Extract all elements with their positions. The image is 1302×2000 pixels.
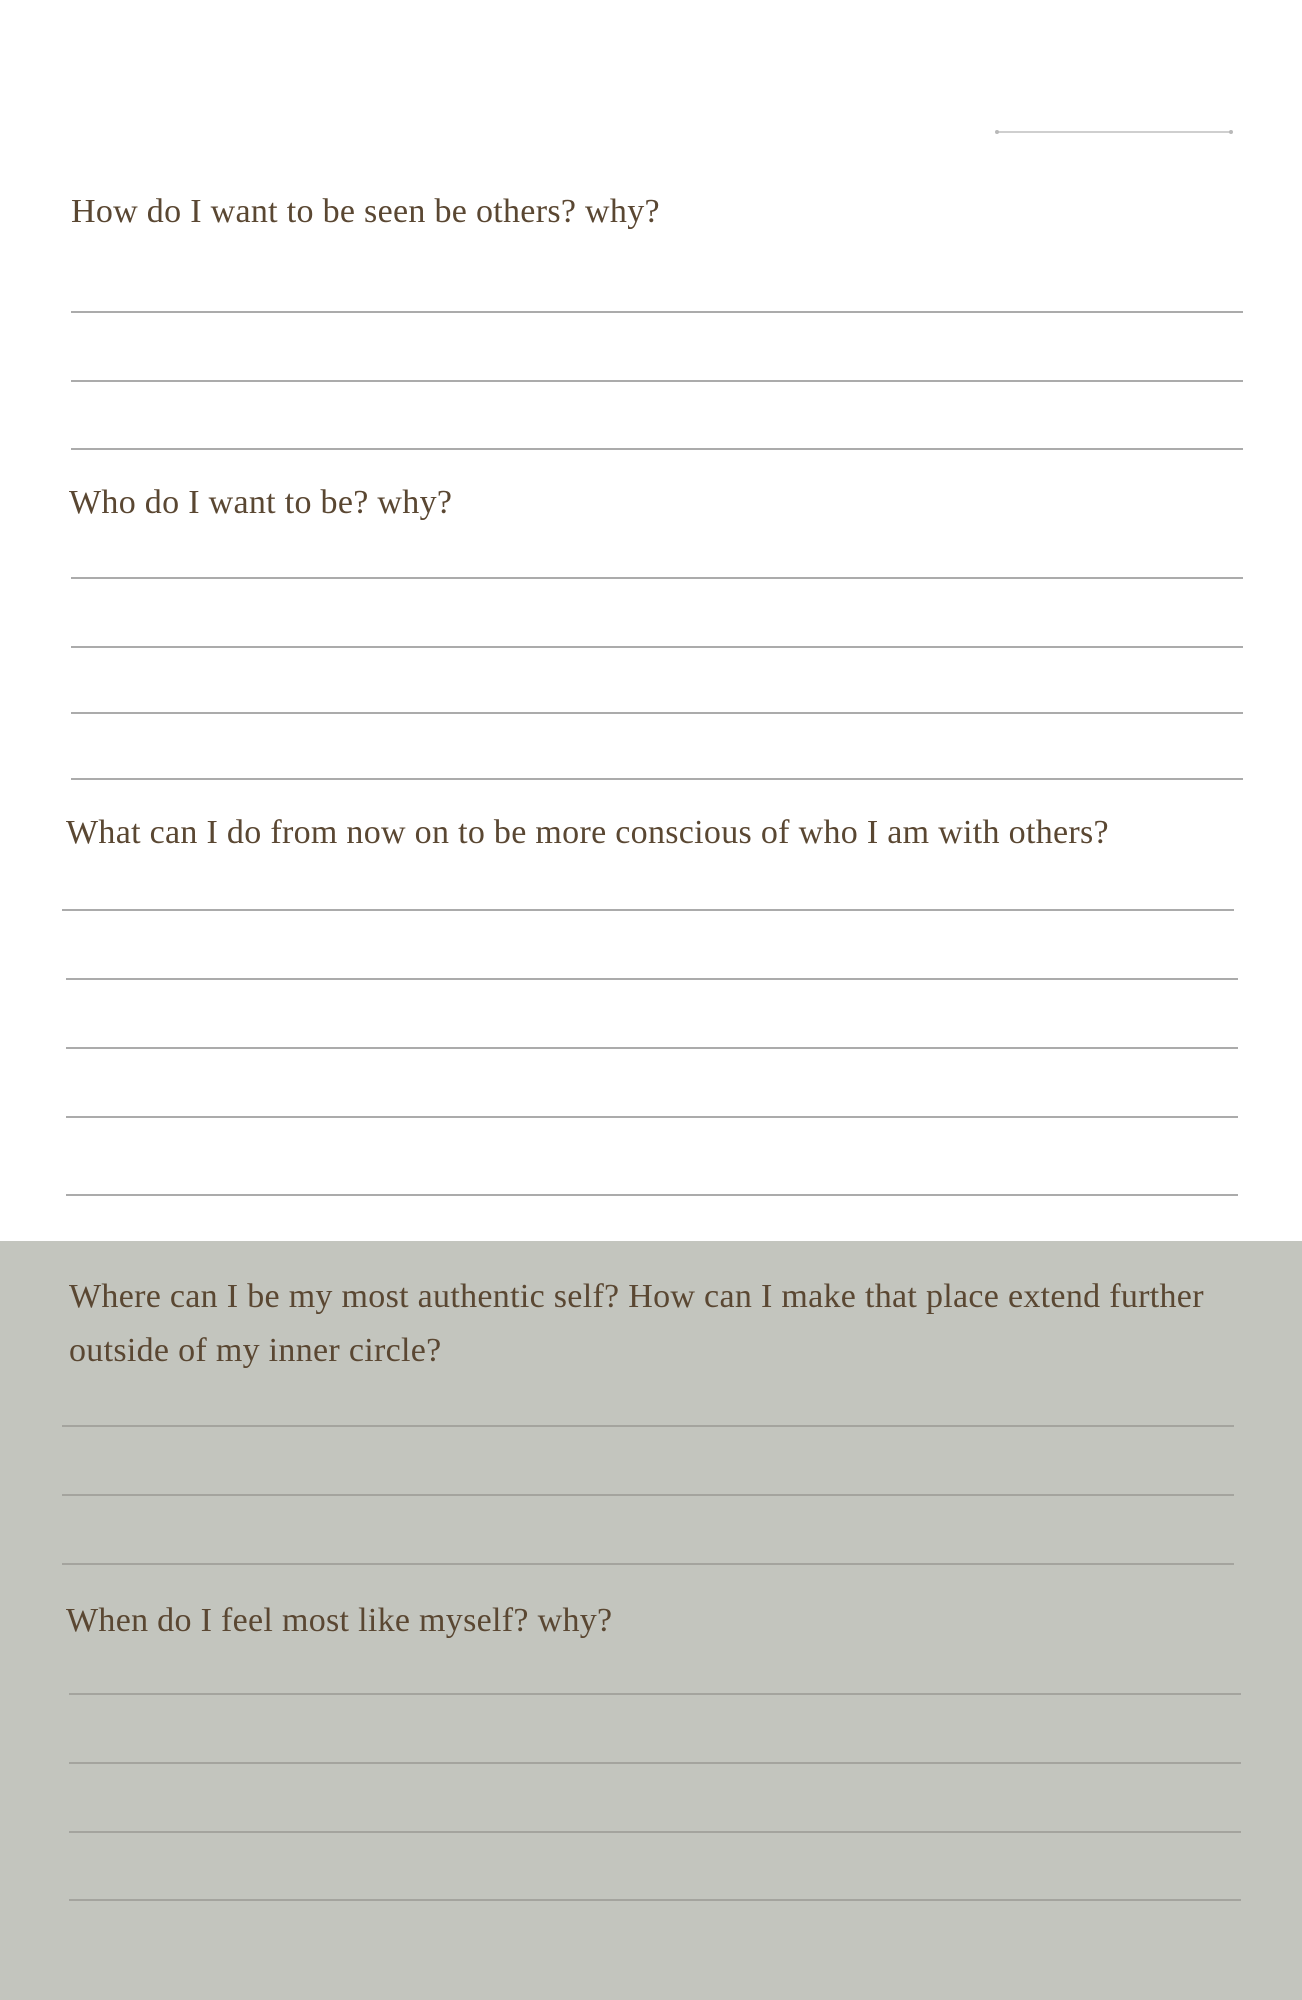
prompt-who-to-be: Who do I want to be? why?	[69, 484, 453, 521]
answer-line[interactable]	[71, 712, 1243, 714]
answer-line[interactable]	[66, 1194, 1238, 1196]
answer-line[interactable]	[62, 909, 1234, 911]
answer-line[interactable]	[66, 1116, 1238, 1118]
answer-line[interactable]	[71, 448, 1243, 450]
answer-line[interactable]	[71, 646, 1243, 648]
answer-line[interactable]	[69, 1693, 1241, 1695]
prompt-most-like-myself: When do I feel most like myself? why?	[66, 1602, 613, 1639]
answer-line[interactable]	[71, 577, 1243, 579]
answer-line[interactable]	[62, 1494, 1234, 1496]
answer-line[interactable]	[71, 380, 1243, 382]
answer-line[interactable]	[62, 1425, 1234, 1427]
answer-line[interactable]	[66, 1047, 1238, 1049]
answer-line[interactable]	[69, 1831, 1241, 1833]
answer-line[interactable]	[71, 311, 1243, 313]
prompt-be-more-conscious: What can I do from now on to be more conscious of who I am with others?	[66, 814, 1109, 851]
answer-line[interactable]	[69, 1762, 1241, 1764]
prompt-authentic-self: Where can I be my most authentic self? How can I make that place extend further outside of my inner circle?	[69, 1278, 1204, 1369]
date-line[interactable]	[997, 131, 1231, 133]
answer-line[interactable]	[66, 978, 1238, 980]
answer-line[interactable]	[69, 1899, 1241, 1901]
answer-line[interactable]	[62, 1563, 1234, 1565]
prompt-seen-by-others: How do I want to be seen be others? why?	[71, 193, 660, 230]
answer-line[interactable]	[71, 778, 1243, 780]
